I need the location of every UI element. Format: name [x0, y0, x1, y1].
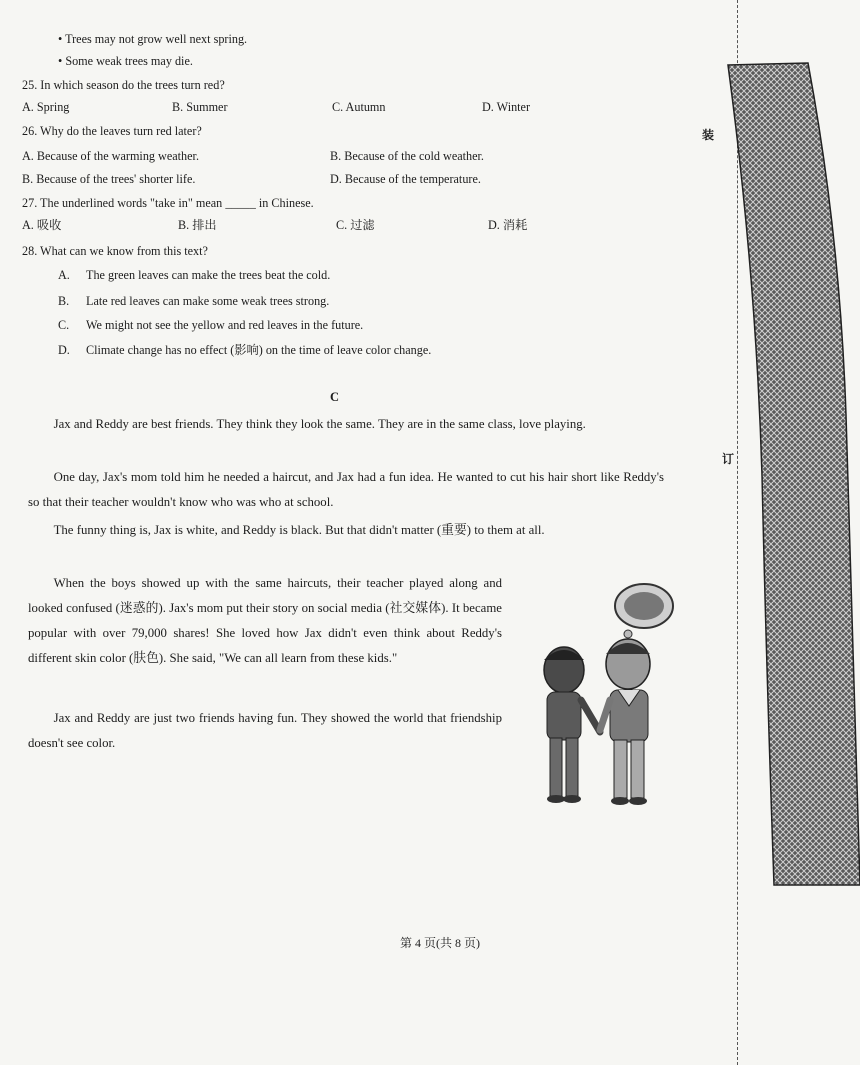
q28-option-c-text: We might not see the yellow and red leaves in the future. [86, 318, 364, 332]
question-26-stem: 26. Why do the leaves turn red later? [22, 124, 202, 138]
passage-paragraph-5: Jax and Reddy are just two friends having fun. They showed the world that friendship doesn't see color. [28, 711, 502, 750]
page-number: 第 4 页(共 8 页) [400, 936, 480, 950]
q28-option-b-letter: B. [58, 294, 70, 308]
q25-option-d: D. Winter [482, 100, 531, 114]
binding-label: 订 [722, 452, 735, 466]
q28-option-d-letter: D. [58, 343, 70, 357]
question-27-stem: 27. The underlined words "take in" mean _____ in Chinese. [22, 196, 314, 210]
passage-paragraph-2: One day, Jax's mom told him he needed a haircut, and Jax had a fun idea. He wanted to cut his hair short like Reddy's so that their teacher wouldn't know who was who at school. [28, 470, 664, 509]
q26-option-c: B. Because of the trees' shorter life. [22, 172, 196, 186]
q26-option-b: B. Because of the cold weather. [330, 149, 484, 163]
bullet-line: • Trees may not grow well next spring. [58, 32, 248, 46]
q28-option-c-letter: C. [58, 318, 70, 332]
q26-option-a: A. Because of the warming weather. [22, 149, 199, 163]
section-heading: C [330, 390, 340, 404]
q25-option-c: C. Autumn [332, 100, 386, 114]
q25-option-b: B. Summer [172, 100, 228, 114]
passage-paragraph-1: Jax and Reddy are best friends. They think they look the same. They are in the same class, love playing. [53, 417, 586, 431]
two-boys-illustration [530, 580, 680, 812]
question-28-stem: 28. What can we know from this text? [22, 244, 208, 258]
q28-option-b-text: Late red leaves can make some weak trees strong. [86, 294, 330, 308]
passage-paragraph-4: When the boys showed up with the same haircuts, their teacher played along and looked confused (迷惑的). Jax's mom put their story on social media (社交媒体). It became popular with over 79,000 shares! She loved how Jax didn't even think about Reddy's different skin color (肤色). She said, "We can all learn from these kids." [28, 576, 502, 665]
q27-option-b: B. 排出 [178, 218, 217, 232]
q28-option-d-text: Climate change has no effect (影响) on the time of leave color change. [86, 343, 432, 357]
q27-option-a: A. 吸收 [22, 218, 62, 232]
binding-label: 装 [702, 128, 715, 142]
q26-option-d: D. Because of the temperature. [330, 172, 481, 186]
q25-option-a: A. Spring [22, 100, 70, 114]
bullet-line: • Some weak trees may die. [58, 54, 193, 68]
passage-paragraph-3: The funny thing is, Jax is white, and Reddy is black. But that didn't matter (重要) to them at all. [53, 523, 545, 537]
question-25-stem: 25. In which season do the trees turn red? [22, 78, 225, 92]
q28-option-a-letter: A. [58, 268, 70, 282]
q27-option-c: C. 过滤 [336, 218, 375, 232]
q27-option-d: D. 消耗 [488, 218, 528, 232]
q28-option-a-text: The green leaves can make the trees beat the cold. [86, 268, 331, 282]
shaded-margin-strip [720, 55, 860, 895]
